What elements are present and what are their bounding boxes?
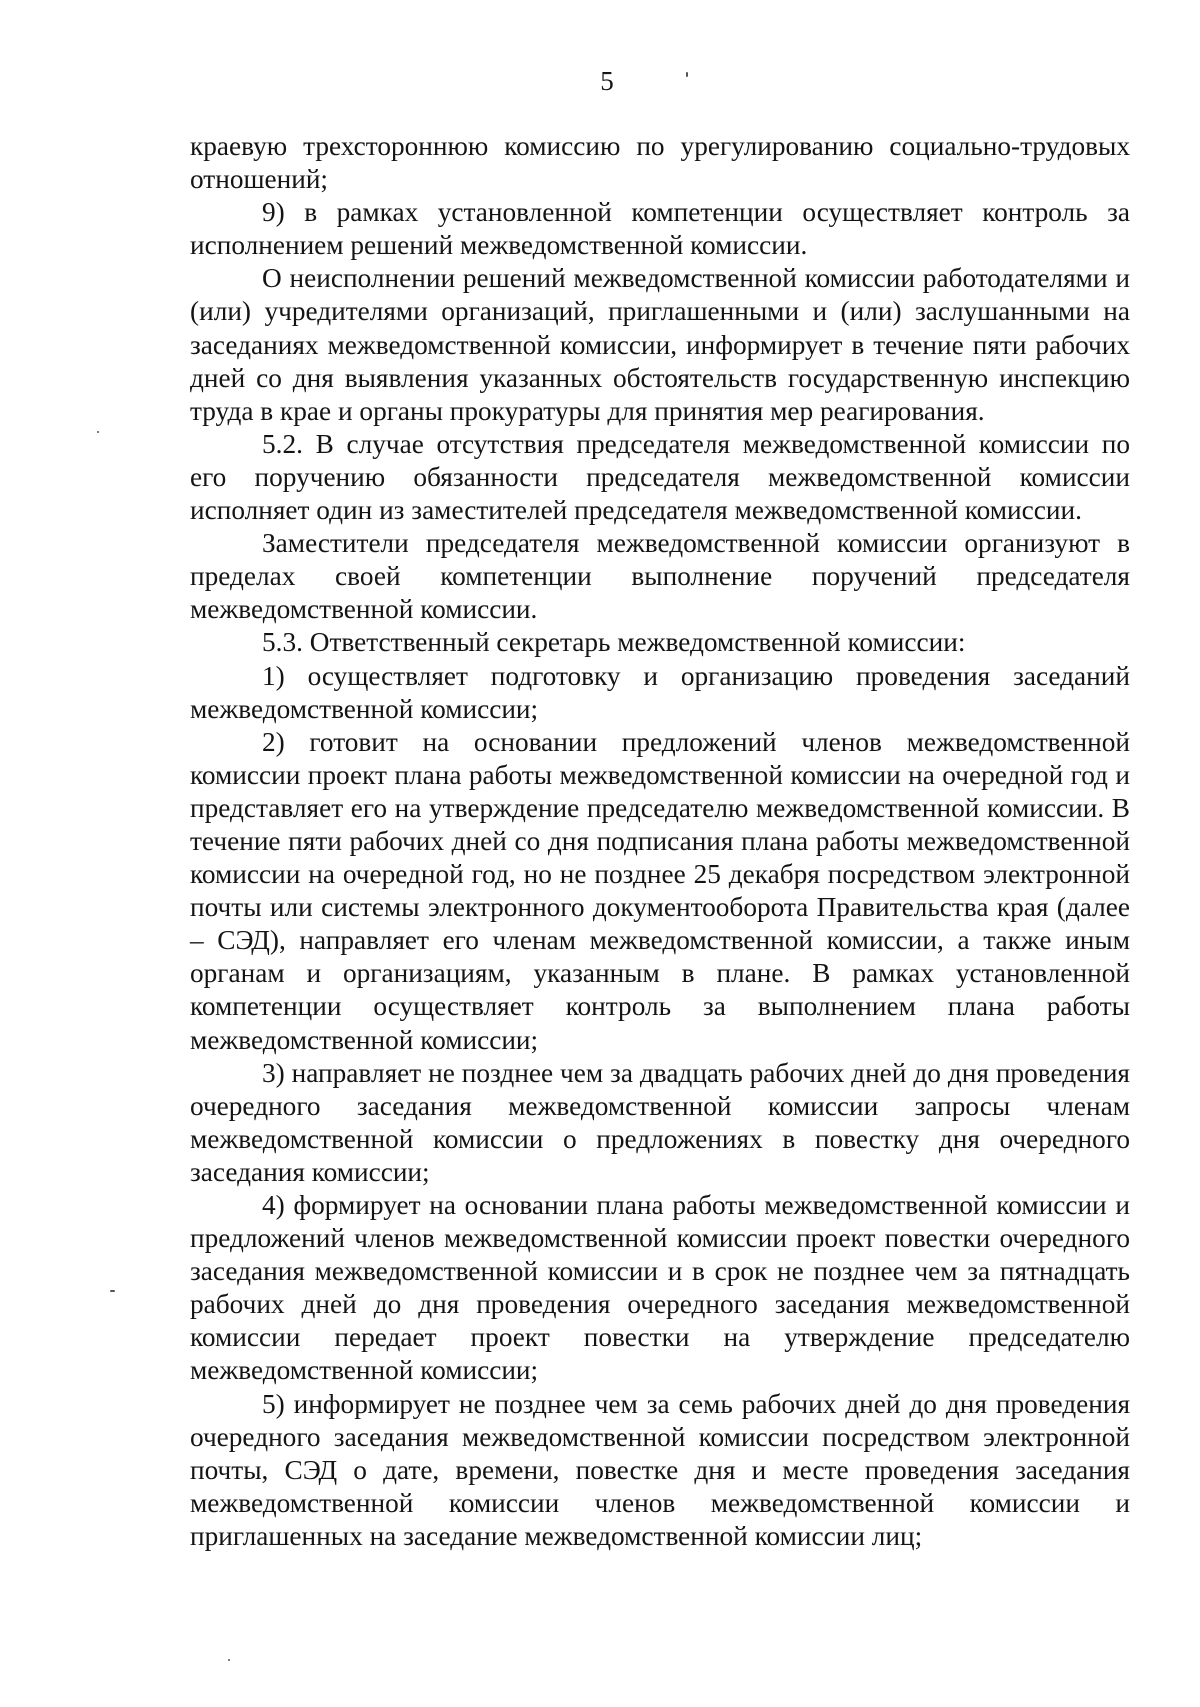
scan-speck [97,431,99,433]
scan-speck [686,72,688,77]
scan-speck [110,1290,115,1292]
paragraph-item-2: 2) готовит на основании предложений членов межведомственной комиссии проект плана работы межведомственной комиссии на очередной год и представляет его на утверждение председателю межведомственной комиссии. В течение пяти рабочих дней со дня подписания плана работы межведомственной комиссии на очередной год, но не позднее 25 декабря посредством электронной почты или системы электронного документооборота Правительства края (далее – СЭД), направляет его членам межведомственной комиссии, а также иным органам и организациям, указанным в плане. В рамках установленной компетенции осуществляет контроль за выполнением плана работы межведомственной комиссии; [190,726,1130,1055]
paragraph-continuation: краевую трехстороннюю комиссию по урегулированию социально-трудовых отношений; [190,131,1130,195]
paragraph-item-3: 3) направляет не позднее чем за двадцать рабочих дней до дня проведения очередного заседания межведомственной комиссии запросы членам межведомственной комиссии о предложениях в повестку дня очередного заседания комиссии; [190,1057,1130,1187]
paragraph-item-4: 4) формирует на основании плана работы межведомственной комиссии и предложений членов межведомственной комиссии проект повестки очередного заседания межведомственной комиссии и в срок не позднее чем за пятнадцать рабочих дней до дня проведения очередного заседания межведомственной комиссии передает проект повестки на утверждение председателю межведомственной комиссии; [190,1190,1130,1386]
paragraph-item-5: 5) информирует не позднее чем за семь рабочих дней до дня проведения очередного заседания межведомственной комиссии посредством электронной почты, СЭД о дате, времени, повестке дня и месте проведения заседания межведомственной комиссии членов межведомственной комиссии и приглашенных на заседание межведомственной комиссии лиц; [190,1388,1130,1551]
page-number: 5 [600,66,614,96]
paragraph-item-1: 1) осуществляет подготовку и организацию проведения заседаний межведомственной комиссии; [190,660,1130,724]
paragraph-non-execution: О неисполнении решений межведомственной комиссии работодателями и (или) учредителями организаций, приглашенными и (или) заслушанными на заседаниях межведомственной комиссии, информирует в течение пяти рабочих дней со дня выявления указанных обстоятельств государственную инспекцию труда в крае и органы прокуратуры для принятия мер реагирования. [190,263,1130,426]
paragraph-5-3: 5.3. Ответственный секретарь межведомственной комиссии: [262,627,966,658]
paragraph-deputies: Заместители председателя межведомственной комиссии организуют в пределах своей компетенции выполнение поручений председателя межведомственной комиссии. [190,528,1130,625]
document-body [190,130,1130,1553]
paragraph-item-9: 9) в рамках установленной компетенции осуществляет контроль за исполнением решений межведомственной комиссии. [190,197,1130,261]
scan-speck [228,1659,230,1661]
paragraph-5-2: 5.2. В случае отсутствия председателя межведомственной комиссии по его поручению обязанности председателя межведомственной комиссии исполняет один из заместителей председателя межведомственной комиссии. [190,428,1130,526]
